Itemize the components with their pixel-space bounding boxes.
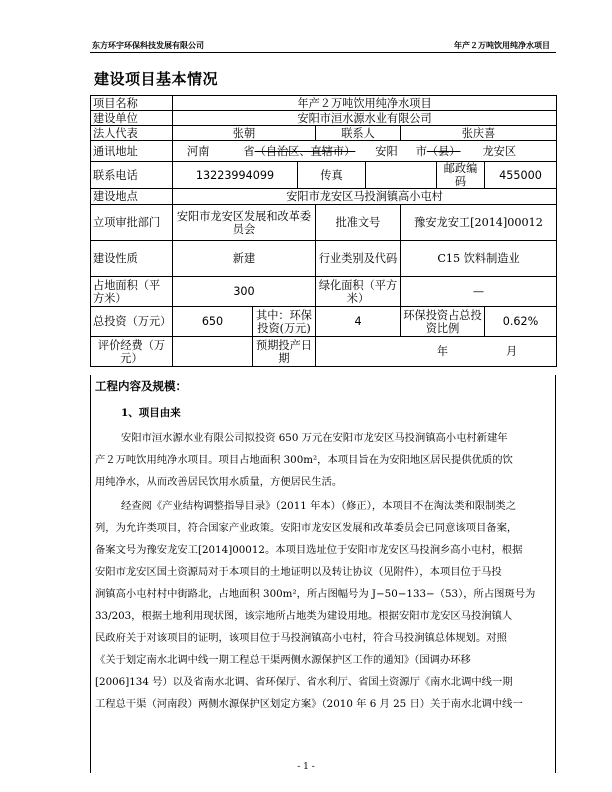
nature-label: 建设性质 <box>91 241 173 277</box>
page-title: 建设项目基本情况 <box>94 70 219 88</box>
prod-date-month: 月 <box>506 345 518 358</box>
addr-region-struck: （自治区、直辖市） <box>254 144 356 158</box>
eval-fee-label: 评价经费（万元） <box>91 337 173 367</box>
addr-district: 龙安区 <box>482 144 517 158</box>
para-line: [2006]134 号）以及省南水北调、省环保厅、省水利厅、省国土资源厅《南水北调中线一期 <box>95 676 513 688</box>
para-line: 《关于划定南水北调中线一期工程总干渠两侧水源保护区工作的通知》（国调办环移 <box>95 654 471 666</box>
postcode-value: 455000 <box>485 162 557 189</box>
para-line: 备案文号为豫安龙安工[2014]00012。本项目选址位于安阳市龙安区马投涧乡高小屯村，根据 <box>95 544 523 556</box>
invest-value: 650 <box>173 307 253 337</box>
addr-city-suffix: 市 <box>415 144 427 158</box>
row-invest <box>91 307 557 337</box>
row-eval-fee <box>91 337 557 367</box>
row-phone <box>91 162 557 189</box>
header-project: 年产２万吨饮用纯净水项目 <box>454 40 550 50</box>
addr-province: 河南 <box>187 144 210 158</box>
header-company: 东方环宇环保科技发展有限公司 <box>92 40 204 50</box>
project-name-label: 项目名称 <box>91 96 173 111</box>
addr-county-struck: （县） <box>426 144 461 158</box>
contact-value: 张庆喜 <box>401 126 557 141</box>
basic-info-table <box>90 95 557 367</box>
approval-value: 安阳市龙安区发展和改革委员会 <box>173 205 316 241</box>
address-label: 通讯地址 <box>91 141 173 162</box>
area-value: 300 <box>173 277 316 307</box>
row-nature <box>91 241 557 277</box>
green-value: — <box>401 277 557 307</box>
industry-value: C15 饮料制造业 <box>401 241 557 277</box>
paragraph-origin <box>95 427 551 493</box>
row-unit <box>91 111 557 126</box>
row-legal-rep <box>91 126 557 141</box>
row-project-name <box>91 96 557 111</box>
invest-label: 总投资（万元） <box>91 307 173 337</box>
legal-rep-label: 法人代表 <box>91 126 173 141</box>
addr-province-suffix: 省 <box>243 144 255 158</box>
fax-label: 传真 <box>298 162 366 189</box>
section-title: 工程内容及规模： <box>95 379 187 393</box>
industry-label: 行业类别及代码 <box>316 241 401 277</box>
paragraph-policy <box>95 495 551 715</box>
site-label: 建设地点 <box>91 189 173 205</box>
header-rule <box>90 52 556 53</box>
row-approval <box>91 205 557 241</box>
unit-label: 建设单位 <box>91 111 173 126</box>
para-line: 涧镇高小屯村村中街路北，占地面积 300m²，所占图幅号为 J−50−133−（53），所占图斑号为 <box>95 588 536 600</box>
project-content-box <box>90 375 556 773</box>
ratio-label: 环保投资占总投资比例 <box>401 307 485 337</box>
para-line: 工程总干渠（河南段）两侧水源保护区划定方案》（2010 年 6 月 25 日）关于南水北调中线一 <box>95 698 523 710</box>
env-invest-value: 4 <box>316 307 401 337</box>
addr-city: 安阳 <box>375 144 398 158</box>
nature-value: 新建 <box>173 241 316 277</box>
postcode-label: 邮政编码 <box>437 162 485 189</box>
para-line: 33/203，根据土地利用现状图，该宗地所占地类为建设用地。根据安阳市龙安区马投涧镇人 <box>95 610 513 622</box>
para-line: 民政府关于对该项目的证明，该项目位于马投涧镇高小屯村，符合马投涧镇总体规划。对照 <box>95 632 507 644</box>
unit-value: 安阳市洹水源水业有限公司 <box>173 111 557 126</box>
approval-no-label: 批准文号 <box>316 205 401 241</box>
para-line: 安阳市龙安区国土资源局对于本项目的土地证明以及转让协议（见附件），本项目位于马投 <box>95 566 502 578</box>
approval-no-value: 豫安龙安工[2014]00012 <box>401 205 557 241</box>
row-area <box>91 277 557 307</box>
phone-value: 13223994099 <box>173 162 298 189</box>
green-label: 绿化面积（平方米） <box>316 277 401 307</box>
ratio-value: 0.62% <box>485 307 557 337</box>
row-site <box>91 189 557 205</box>
prod-date-value <box>316 337 557 367</box>
env-invest-label: 其中：环保投资(万元) <box>253 307 316 337</box>
eval-fee-value <box>173 337 253 367</box>
address-value <box>173 141 557 162</box>
para-line: 列，为允许类项目，符合国家产业政策。安阳市龙安区发展和改革委员会已同意该项目备案， <box>95 522 518 534</box>
para-line: 用纯净水，从而改善居民饮用水质量，方便居民生活。 <box>95 476 343 488</box>
site-value: 安阳市龙安区马投涧镇高小屯村 <box>173 189 557 205</box>
legal-rep-value: 张朝 <box>173 126 316 141</box>
subsection-title: 1、项目由来 <box>121 407 181 419</box>
para-line: 产２万吨饮用纯净水项目。项目占地面积 300m²，本项目旨在为安阳地区居民提供优质的饮 <box>95 454 513 466</box>
area-label: 占地面积（平方米） <box>91 277 173 307</box>
fax-value <box>366 162 437 189</box>
para-line: 安阳市洹水源水业有限公司拟投资 650 万元在安阳市龙安区马投涧镇高小屯村新建年 <box>121 432 508 444</box>
contact-label: 联系人 <box>316 126 401 141</box>
para-line: 经查阅《产业结构调整指导目录》（2011 年本）（修正），本项目不在淘汰类和限制类之 <box>121 500 517 512</box>
approval-label: 立项审批部门 <box>91 205 173 241</box>
prod-date-year: 年 <box>436 345 449 358</box>
project-name-value: 年产２万吨饮用纯净水项目 <box>173 96 557 111</box>
phone-label: 联系电话 <box>91 162 173 189</box>
row-address <box>91 141 557 162</box>
prod-date-label: 预期投产日期 <box>253 337 316 367</box>
page-number: - 1 - <box>297 762 315 772</box>
